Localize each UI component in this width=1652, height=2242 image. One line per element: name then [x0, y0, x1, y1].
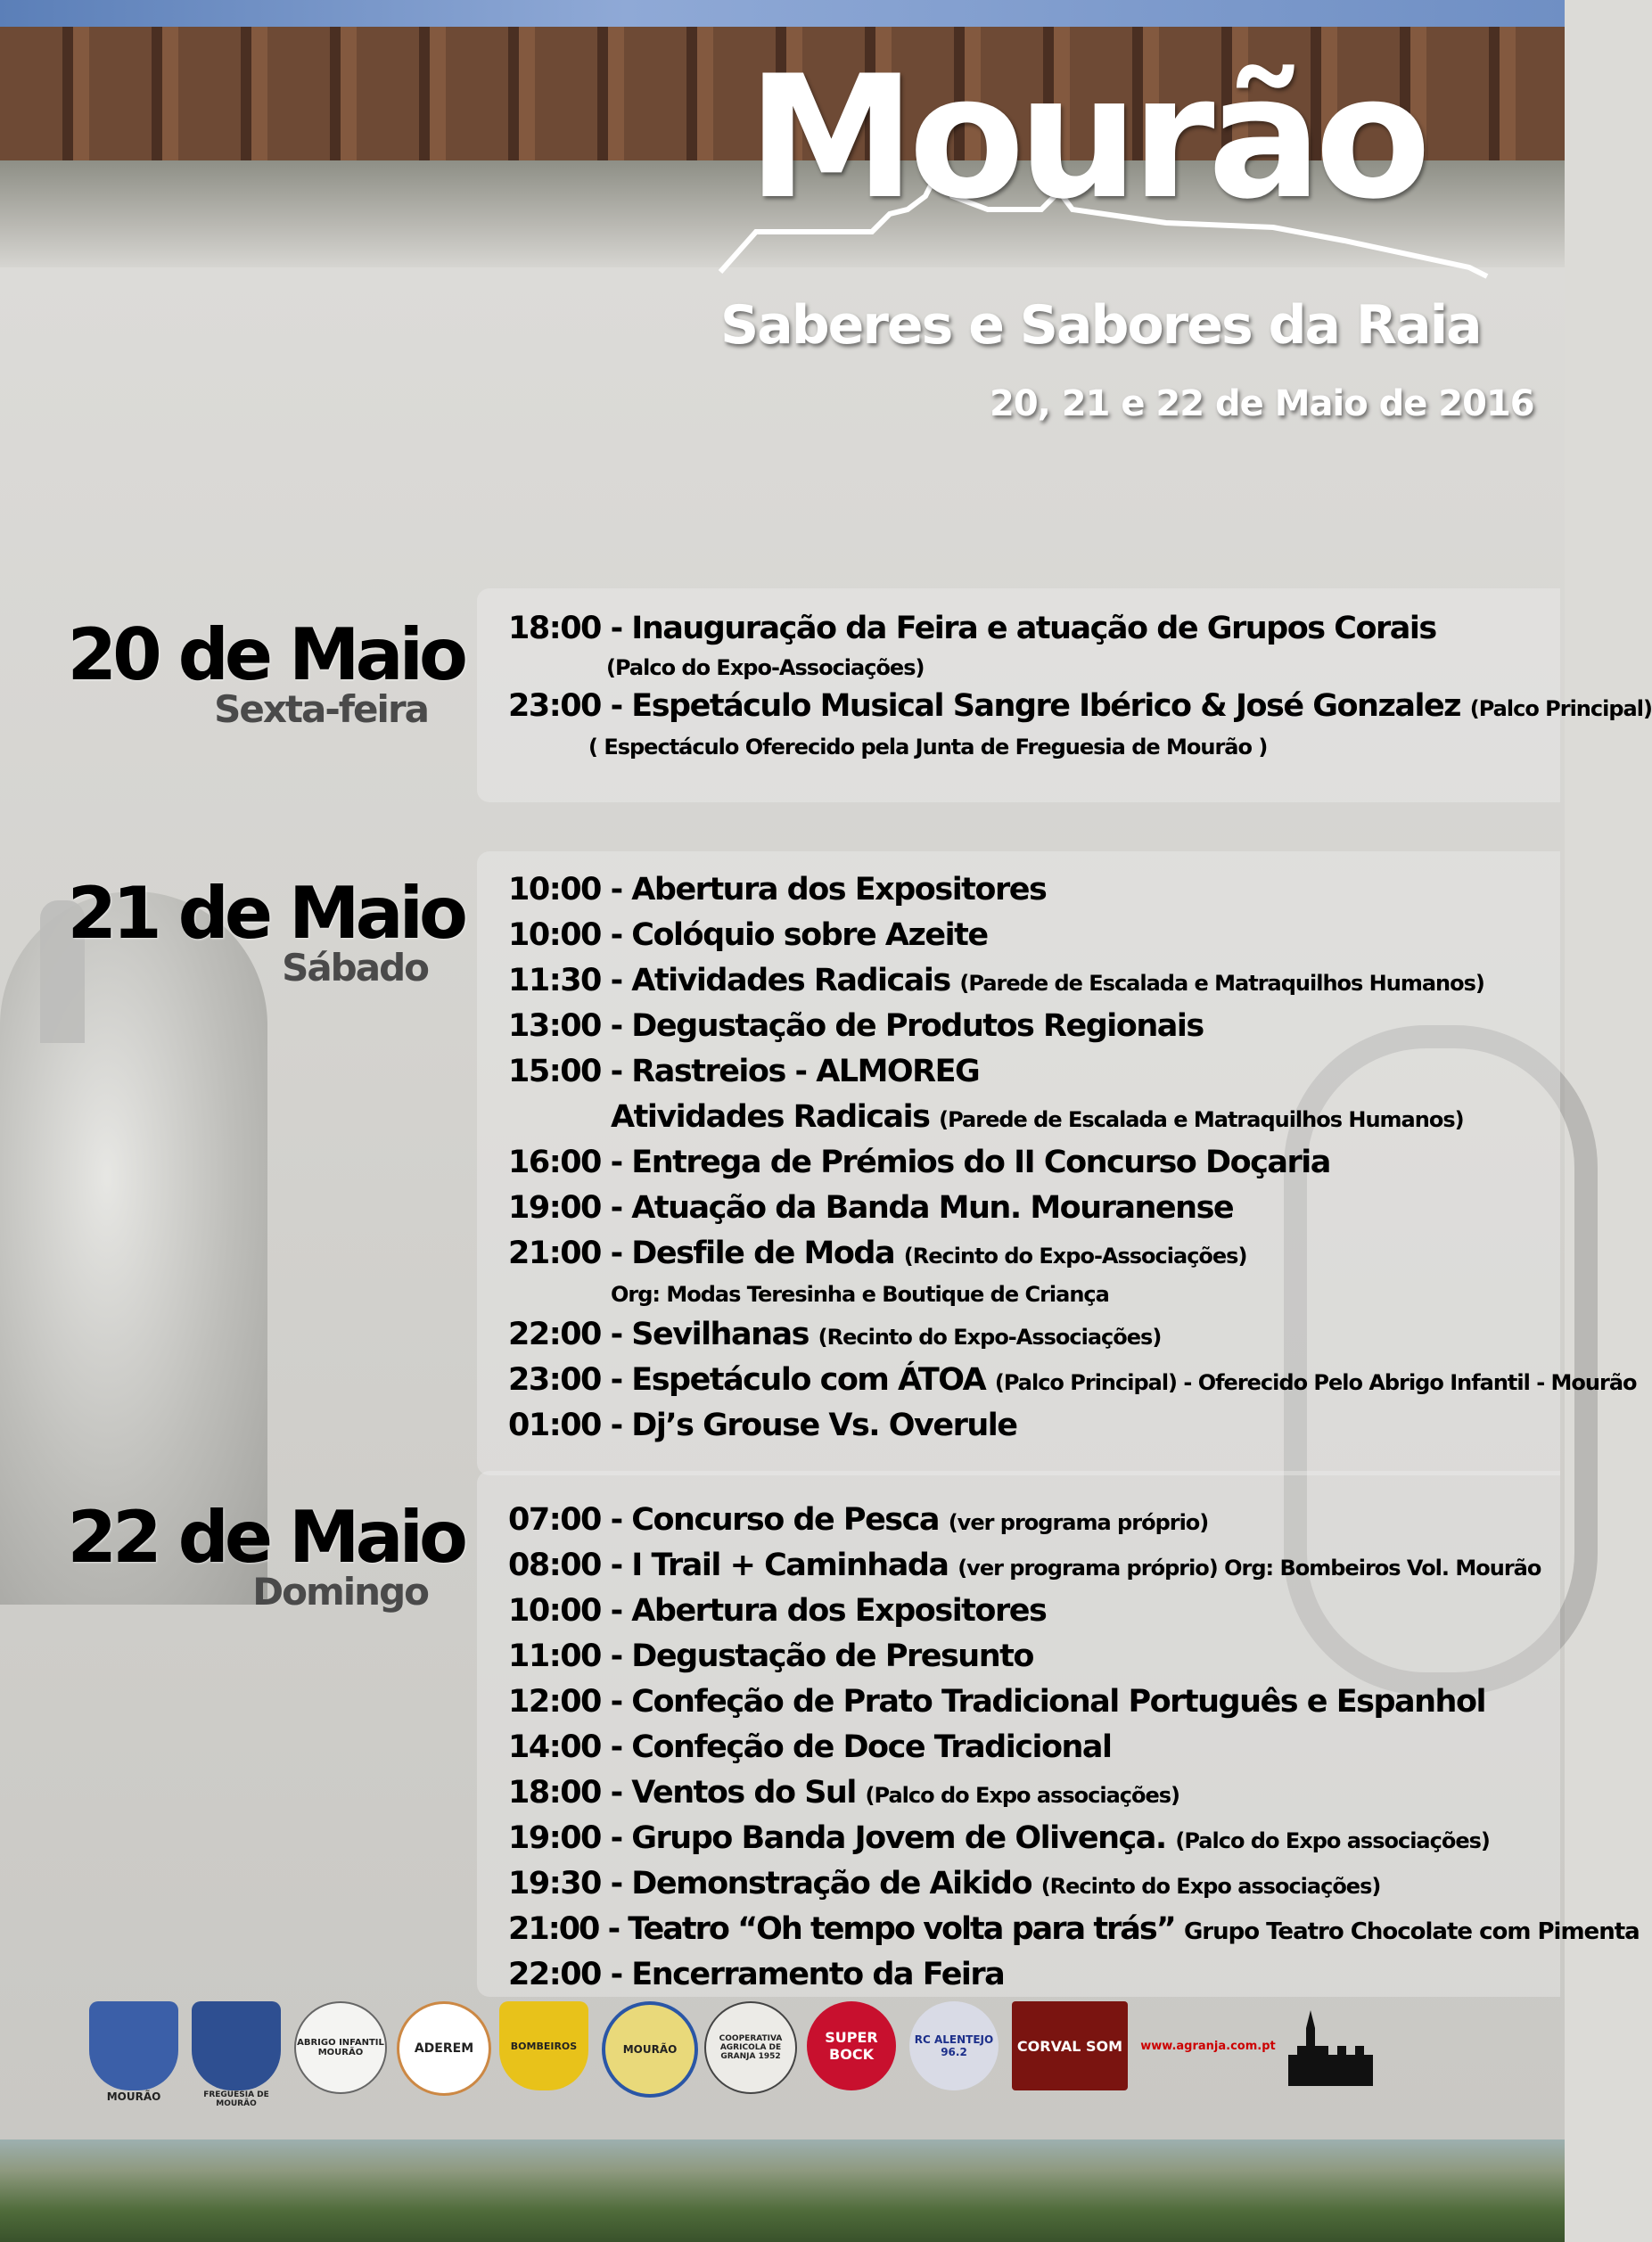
event-note: ( Espectáculo Oferecido pela Junta de Freguesia de Mourão ) [588, 735, 1268, 760]
castle-icon [1284, 2001, 1382, 2090]
super-bock-logo: SUPER BOCK [807, 2001, 896, 2090]
subtitle: Saberes e Sabores da Raia [720, 294, 1481, 357]
abrigo-infantil-logo: ABRIGO INFANTIL MOURÃO [294, 2001, 387, 2094]
event-line: 16:00 - Entrega de Prémios do II Concurso Doçaria [508, 1145, 1330, 1180]
town-landscape [0, 2139, 1565, 2242]
day-title: 22 de Maio [67, 1496, 464, 1579]
event-line: 21:00 - Teatro “Oh tempo volta para trás” Grupo Teatro Chocolate com Pimenta [508, 1911, 1640, 1947]
page-title: Mourão [747, 39, 1425, 236]
event-line: 15:00 - Rastreios - ALMOREG [508, 1054, 980, 1089]
event-line: 22:00 - Sevilhanas (Recinto do Expo-Associações) [508, 1317, 1162, 1352]
day-heading-20 [0, 613, 464, 731]
day-events-22 [508, 1498, 1640, 1998]
event-line: 18:00 - Inauguração da Feira e atuação de Grupos Corais [508, 611, 1436, 646]
mourao-crest-icon [89, 2001, 178, 2090]
event-note: Org: Modas Teresinha e Boutique de Criança [611, 1282, 1109, 1307]
event-line: 19:30 - Demonstração de Aikido (Recinto do Expo associações) [508, 1866, 1381, 1901]
event-line: 19:00 - Grupo Banda Jovem de Olivença. (Palco do Expo associações) [508, 1820, 1490, 1856]
event-line: 22:00 - Encerramento da Feira [508, 1957, 1005, 1992]
event-line: 14:00 - Confeção de Doce Tradicional [508, 1729, 1112, 1765]
mourao-round-logo: MOURÃO [602, 2001, 698, 2098]
event-line: 23:00 - Espetáculo Musical Sangre Ibérico & José Gonzalez (Palco Principal) [508, 688, 1652, 724]
event-line: 08:00 - I Trail + Caminhada (ver programa próprio) Org: Bombeiros Vol. Mourão [508, 1548, 1541, 1583]
event-line: 10:00 - Abertura dos Expositores [508, 872, 1047, 907]
sponsor-label: FREGUESIA DE MOURÃO [203, 2090, 269, 2108]
sponsor-label: MOURÃO [106, 2090, 161, 2103]
event-note: (Palco do Expo-Associações) [606, 655, 925, 680]
agranja-logo: www.agranja.com.pt [1140, 2039, 1276, 2053]
title-logo [720, 39, 1523, 236]
day-events-21 [508, 867, 1637, 1449]
aderem-logo: ADEREM [397, 2001, 491, 2096]
event-line: 11:00 - Degustação de Presunto [508, 1638, 1033, 1674]
day-heading-21 [0, 872, 464, 990]
event-line: 13:00 - Degustação de Produtos Regionais [508, 1008, 1204, 1044]
event-line: 10:00 - Colóquio sobre Azeite [508, 917, 988, 953]
event-line: 18:00 - Ventos do Sul (Palco do Expo associações) [508, 1775, 1180, 1811]
bombeiros-logo: BOMBEIROS [499, 2001, 588, 2090]
event-line: 23:00 - Espetáculo com ÁTOA (Palco Principal) - Oferecido Pelo Abrigo Infantil - Mourão [508, 1362, 1637, 1398]
sponsor-logos [89, 2001, 1426, 2108]
day-weekday: Domingo [252, 1570, 428, 1614]
day-weekday: Sexta-feira [214, 687, 428, 731]
event-line: 01:00 - Dj’s Grouse Vs. Overule [508, 1408, 1017, 1443]
rc-alentejo-logo: RC ALENTEJO 96.2 [909, 2001, 999, 2090]
day-events-20 [508, 606, 1652, 765]
day-title: 21 de Maio [67, 872, 464, 955]
day-title: 20 de Maio [67, 613, 464, 696]
event-line: 11:30 - Atividades Radicais (Parede de Escalada e Matraquilhos Humanos) [508, 963, 1484, 998]
event-line: 19:00 - Atuação da Banda Mun. Mouranense [508, 1190, 1234, 1226]
freguesia-crest-icon [192, 2001, 281, 2090]
day-weekday: Sábado [282, 946, 428, 990]
event-line: 07:00 - Concurso de Pesca (ver programa próprio) [508, 1502, 1209, 1538]
event-line: 12:00 - Confeção de Prato Tradicional Português e Espanhol [508, 1684, 1485, 1720]
event-line: 21:00 - Desfile de Moda (Recinto do Expo-Associações) [508, 1236, 1247, 1271]
corval-som-logo: CORVAL SOM [1012, 2001, 1128, 2090]
event-dates: 20, 21 e 22 de Maio de 2016 [990, 383, 1534, 424]
cooperativa-logo: COOPERATIVA AGRICOLA DE GRANJA 1952 [704, 2001, 797, 2094]
day-heading-22 [0, 1496, 464, 1614]
castle-silhouette-icon [1284, 2001, 1382, 2090]
event-line: Atividades Radicais (Parede de Escalada e Matraquilhos Humanos) [611, 1099, 1464, 1135]
event-line: 10:00 - Abertura dos Expositores [508, 1593, 1047, 1629]
